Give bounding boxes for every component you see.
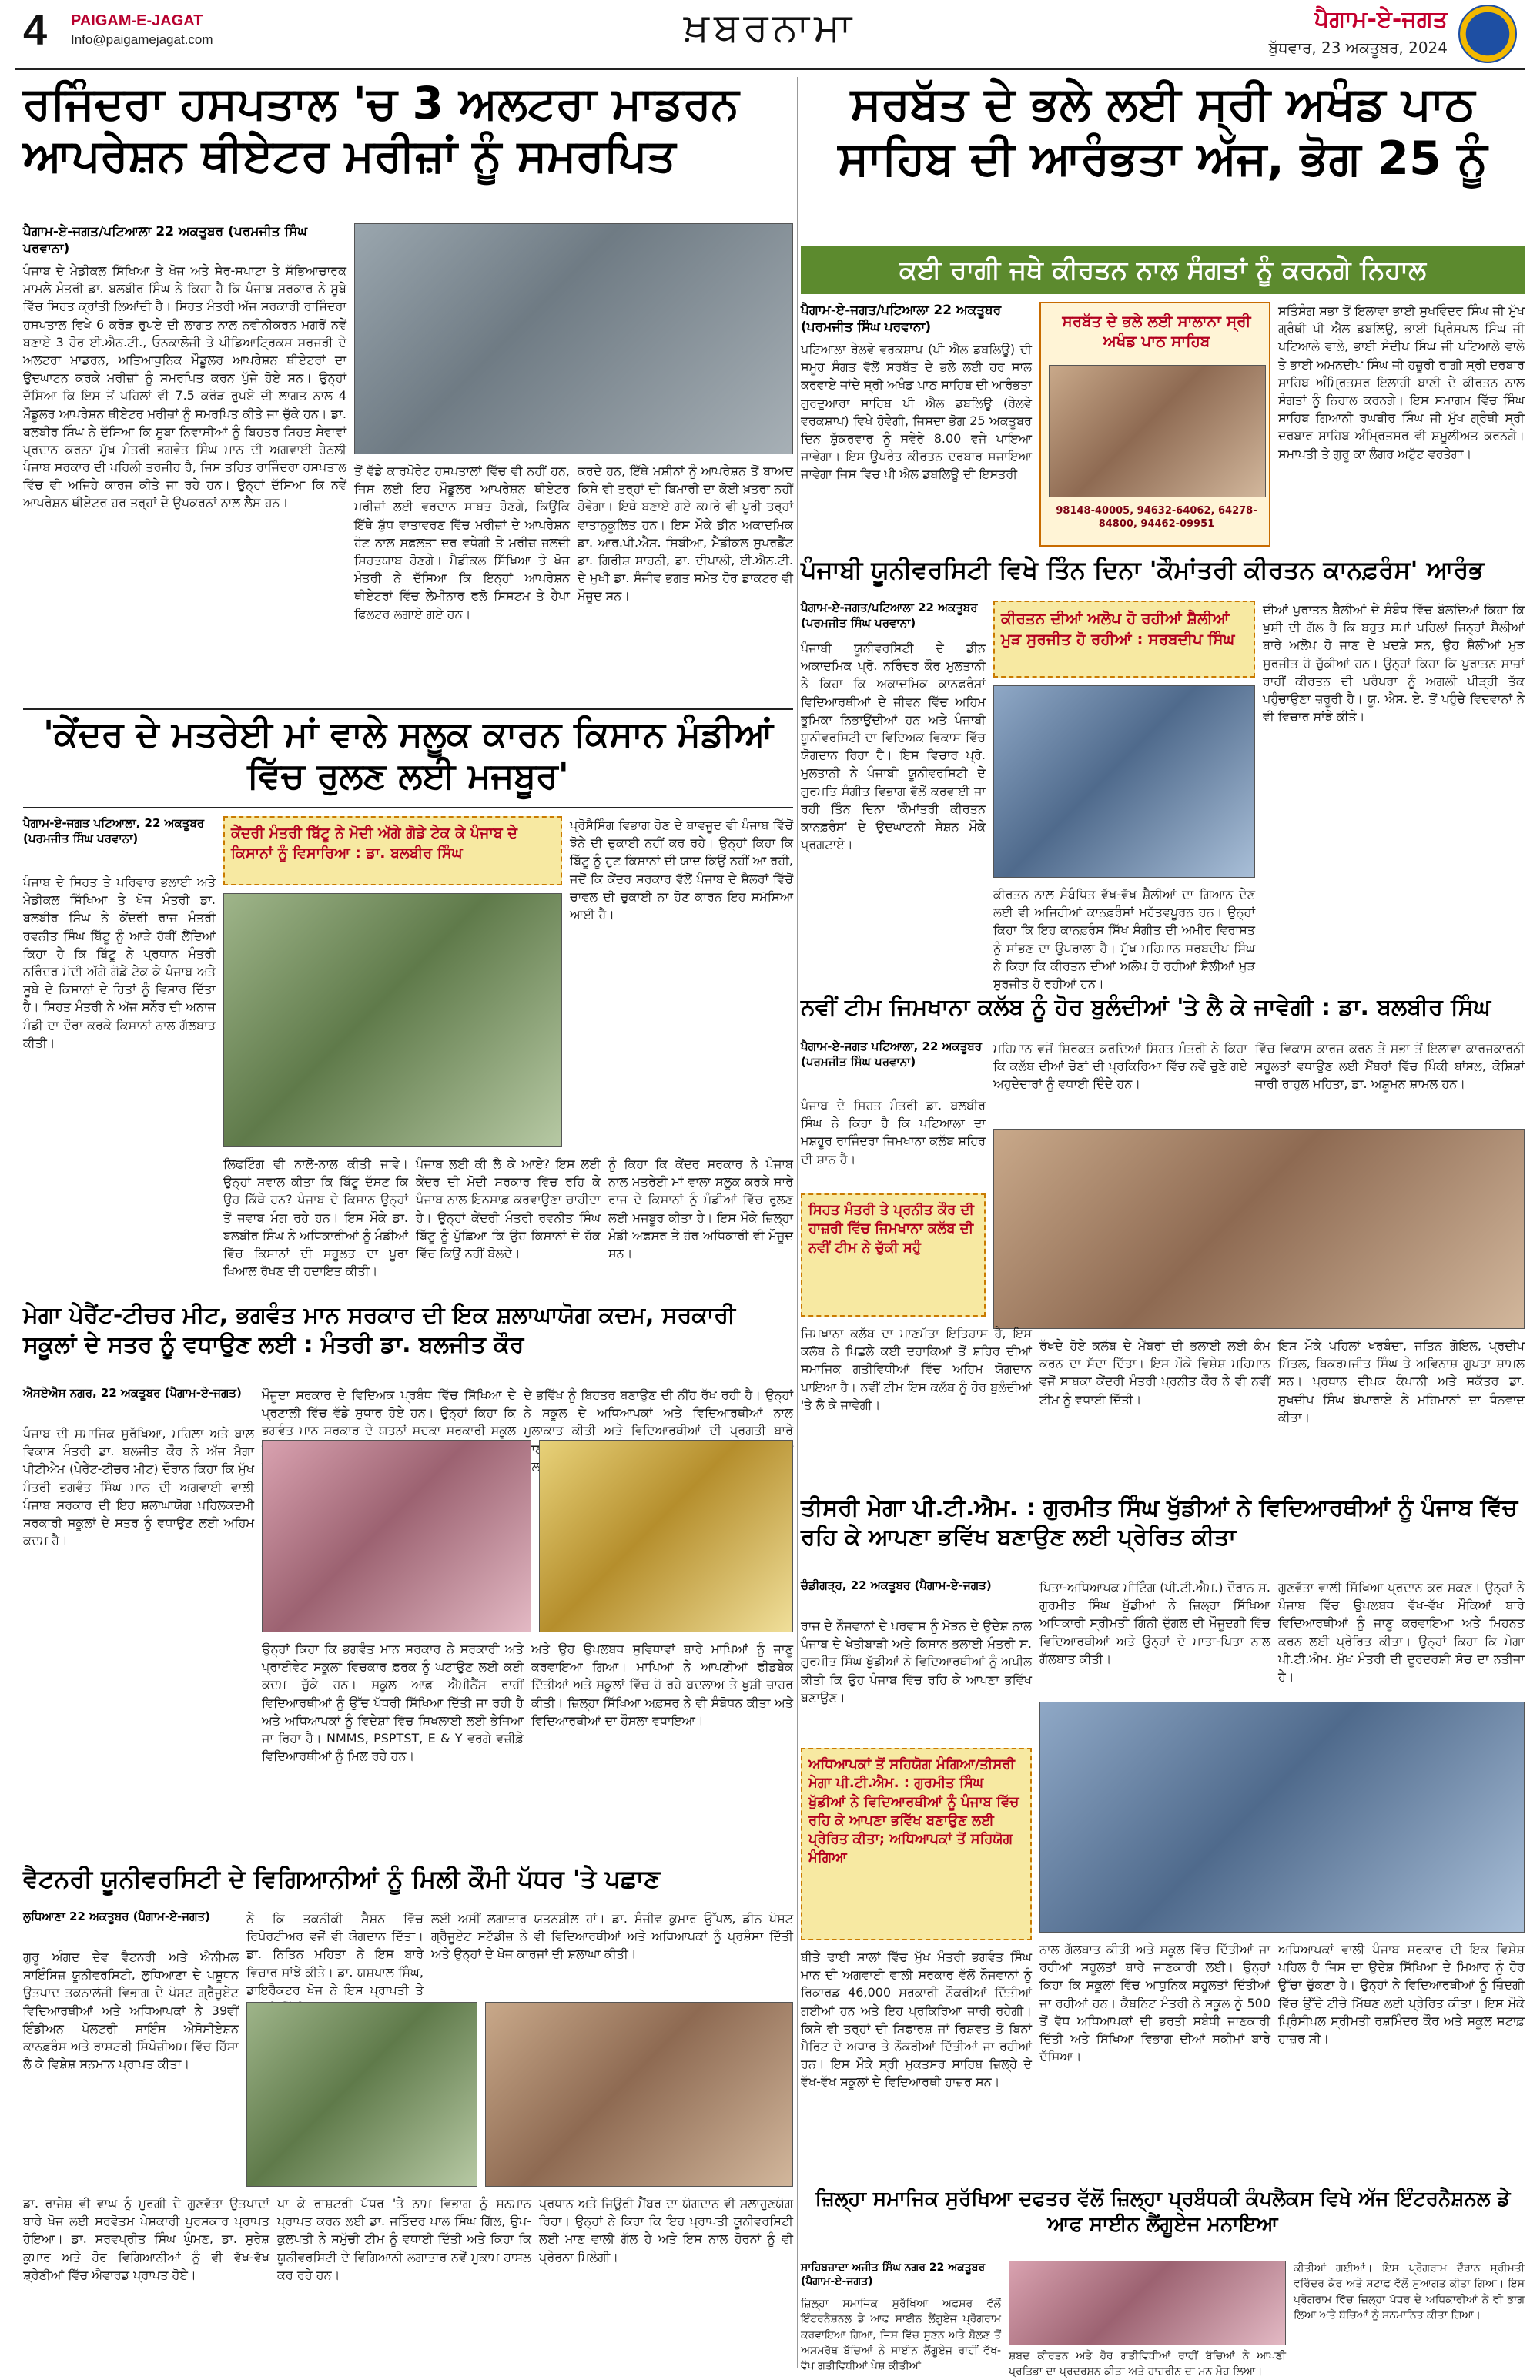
s9-body-col2: ਸ਼ਬਦ ਕੀਰਤਨ ਅਤੇ ਹੋਰ ਗਤੀਵਿਧੀਆਂ ਰਾਹੀਂ ਬੱਚਿਆਂ ਨੇ ਆਪਣੀ ਪ੍ਰਤਿਭਾ ਦਾ ਪ੍ਰਦਰਸ਼ਨ ਕੀਤਾ ਅਤੇ ਹਾਜ਼ਰੀਨ ਦਾ ਮਨ ਮੋਹ ਲਿਆ। xyxy=(1009,2350,1286,2378)
issue-date: ਬੁੱਧਵਾਰ, 23 ਅਕਤੂਬਰ, 2024 xyxy=(1268,38,1448,57)
section-title: ਖ਼ਬਰਨਾਮਾ xyxy=(683,5,857,51)
s7-body-col5: ਨਾਲ ਗੱਲਬਾਤ ਕੀਤੀ ਅਤੇ ਸਕੂਲ ਵਿੱਚ ਦਿੱਤੀਆਂ ਜਾ ਰਹੀਆਂ ਸਹੂਲਤਾਂ ਬਾਰੇ ਜਾਣਕਾਰੀ ਲਈ। ਉਨ੍ਹਾਂ ਕਿਹਾ ਕਿ ਸਕੂਲਾਂ ਵਿੱਚ ਆਧੁਨਿਕ ਸਹੂਲਤਾਂ ਦਿੱਤੀਆਂ ਜਾ ਰਹੀਆਂ ਹਨ। ਕੈਬਨਿਟ ਮੰਤਰੀ ਨੇ ਸਕੂਲ ਨੂੰ 500 ਤੋਂ ਵੱਧ ਅਧਿਆਪਕਾਂ ਦੀ ਭਰਤੀ ਸਬੰਧੀ ਜਾਣਕਾਰੀ ਦਿੱਤੀ ਅਤੇ ਸਿੱਖਿਆ ਵਿਭਾਗ ਦੀਆਂ ਸਕੀਮਾਂ ਬਾਰੇ ਦੱਸਿਆ। xyxy=(1040,1942,1270,2064)
s3-photo-mandi-visit xyxy=(223,893,562,1147)
s8-body-col5: ਪਾ ਕੇ ਰਾਸ਼ਟਰੀ ਪੱਧਰ 'ਤੇ ਨਾਮ ਵਿਭਾਗ ਨੂੰ ਸਨਮਾਨ ਪ੍ਰਾਪਤ ਕਰਨ ਲਈ ਡਾ. ਜਤਿੰਦਰ ਪਾਲ ਸਿੰਘ ਗਿੱਲ, ਉਪ-ਕੁਲਪਤੀ ਨੇ ਸਮੁੱਚੀ ਟੀਮ ਨੂੰ ਵਧਾਈ ਦਿੱਤੀ ਅਤੇ ਕਿਹਾ ਕਿ ਯੂਨੀਵਰਸਿਟੀ ਦੇ ਵਿਗਿਆਨੀ ਲਗਾਤਾਰ ਨਵੇਂ ਮੁਕਾਮ ਹਾਸਲ ਕਰ ਰਹੇ ਹਨ। xyxy=(277,2196,531,2282)
s3-dateline: ਪੈਗਾਮ-ਏ-ਜਗਤ ਪਟਿਆਲਾ, 22 ਅਕਤੂਬਰ (ਪਰਮਜੀਤ ਸਿੰਘ ਪਰਵਾਨਾ) xyxy=(23,816,205,845)
paper-name-punjabi: ਪੈਗਾਮ-ਏ-ਜਗਤ xyxy=(1314,6,1448,33)
s6-photo-gymkhana-oath xyxy=(993,1129,1525,1329)
s5-highlight-box xyxy=(993,601,1255,678)
s2-body-col1: ਪਟਿਆਲਾ ਰੇਲਵੇ ਵਰਕਸ਼ਾਪ (ਪੀ ਐਲ ਡਬਲਿਊ) ਦੀ ਸਮੂਹ ਸੰਗਤ ਵੱਲੋਂ ਸਰਬੱਤ ਦੇ ਭਲੇ ਲਈ ਹਰ ਸਾਲ ਕਰਵਾਏ ਜਾਂਦੇ ਸ੍ਰੀ ਅਖੰਡ ਪਾਠ ਸਾਹਿਬ ਦੀ ਆਰੰਭਤਾ ਗੁਰਦੁਆਰਾ ਸਾਹਿਬ ਪੀ ਐਲ ਡਬਲਿਊ (ਰੇਲਵੇ ਵਰਕਸ਼ਾਪ) ਵਿਖੇ ਹੋਵੇਗੀ, ਜਿਸਦਾ ਭੋਗ 25 ਅਕਤੂਬਰ ਦਿਨ ਸ਼ੁੱਕਰਵਾਰ ਨੂੰ ਸਵੇਰੇ 8.00 ਵਜੇ ਪਾਇਆ ਜਾਵੇਗਾ। ਇਸ ਉਪਰੰਤ ਕੀਰਤਨ ਦਰਬਾਰ ਸਜਾਇਆ ਜਾਵੇਗਾ ਜਿਸ ਵਿਚ ਪੀ ਐਲ ਡਬਲਿਊ ਦੀ ਇਸਤਰੀ xyxy=(801,342,1032,482)
s7-body-col1: ਰਾਜ ਦੇ ਨੌਜਵਾਨਾਂ ਦੇ ਪਰਵਾਸ ਨੂੰ ਮੋੜਨ ਦੇ ਉਦੇਸ਼ ਨਾਲ ਪੰਜਾਬ ਦੇ ਖੇਤੀਬਾੜੀ ਅਤੇ ਕਿਸਾਨ ਭਲਾਈ ਮੰਤਰੀ ਸ. ਗੁਰਮੀਤ ਸਿੰਘ ਖੁੱਡੀਆਂ ਨੇ ਵਿਦਿਆਰਥੀਆਂ ਨੂੰ ਅਪੀਲ ਕੀਤੀ ਕਿ ਉਹ ਪੰਜਾਬ ਵਿੱਚ ਰਹਿ ਕੇ ਆਪਣਾ ਭਵਿੱਖ ਬਣਾਉਣ। xyxy=(801,1618,1032,1705)
s8-body-col2: ਨੇ ਕਿ ਤਕਨੀਕੀ ਸੈਸ਼ਨ ਵਿੱਚ ਰਿਪੋਰਟੀਅਰ ਵਜੋਂ ਵੀ ਯੋਗਦਾਨ ਦਿੱਤਾ। ਡਾ. ਨਿਤਿਨ ਮਹਿਤਾ ਨੇ ਇਸ ਬਾਰੇ ਵਿਚਾਰ ਸਾਂਝੇ ਕੀਤੇ। ਡਾ. ਯਸ਼ਪਾਲ ਸਿੰਘ, ਡਾਇਰੈਕਟਰ ਖੋਜ ਨੇ ਇਸ ਪ੍ਰਾਪਤੀ ਤੇ xyxy=(246,1911,424,1997)
paper-logo xyxy=(1458,5,1517,63)
s4-dateline: ਐਸਏਐਸ ਨਗਰ, 22 ਅਕਤੂਬਰ (ਪੈਗਾਮ-ਏ-ਜਗਤ) xyxy=(23,1386,242,1400)
s3-headline: 'ਕੇਂਦਰ ਦੇ ਮਤਰੇਈ ਮਾਂ ਵਾਲੇ ਸਲੂਕ ਕਾਰਨ ਕਿਸਾਨ ਮੰਡੀਆਂ ਵਿੱਚ ਰੁਲਣ ਲਈ ਮਜਬੂਰ' xyxy=(42,713,774,797)
s7-photo-khuddian-ptm xyxy=(1040,1702,1525,1933)
s3-body-col5: ਨੂੰ ਕਿਹਾ ਕਿ ਕੇਂਦਰ ਸਰਕਾਰ ਨੇ ਪੰਜਾਬ ਨਾਲ ਮਤਰੇਈ ਮਾਂ ਵਾਲਾ ਸਲੂਕ ਕਰਕੇ ਸਾਰੇ ਰਾਜ ਦੇ ਕਿਸਾਨਾਂ ਨੂੰ ਮੰਡੀਆਂ ਵਿੱਚ ਰੁਲਣ ਲਈ ਮਜਬੂਰ ਕੀਤਾ ਹੈ। ਇਸ ਮੌਕੇ ਜ਼ਿਲ੍ਹਾ ਮੰਡੀ ਅਫ਼ਸਰ ਤੇ ਹੋਰ ਅਧਿਕਾਰੀ ਵੀ ਮੌਜੂਦ ਸਨ। xyxy=(608,1157,793,1260)
s6-headline: ਨਵੀਂ ਟੀਮ ਜਿਮਖਾਨਾ ਕਲੱਬ ਨੂੰ ਹੋਰ ਬੁਲੰਦੀਆਂ 'ਤੇ ਲੈ ਕੇ ਜਾਵੇਗੀ : ਡਾ. ਬਲਬੀਰ ਸਿੰਘ xyxy=(801,994,1491,1021)
s6-body-col6: ਇਸ ਮੌਕੇ ਪਹਿਲਾਂ ਖਰਬੰਦਾ, ਜਤਿਨ ਗੋਇਲ, ਪ੍ਰਦੀਪ ਮਿੱਤਲ, ਬਿਕਰਮਜੀਤ ਸਿੰਘ ਤੇ ਅਵਿਨਾਸ਼ ਗੁਪਤਾ ਸ਼ਾਮਲ ਸਨ। ਪ੍ਰਧਾਨ ਦੀਪਕ ਕੰਪਾਨੀ ਅਤੇ ਸਕੱਤਰ ਡਾ. ਸੁਖਦੀਪ ਸਿੰਘ ਬੋਪਾਰਾਏ ਨੇ ਮਹਿਮਾਨਾਂ ਦਾ ਧੰਨਵਾਦ ਕੀਤਾ। xyxy=(1278,1338,1525,1424)
s4-body-col3: ਦੇ ਭਵਿੱਖ ਨੂੰ ਬਿਹਤਰ ਬਣਾਉਣ ਦੀ ਨੀਂਹ ਰੱਖ ਰਹੀ ਹੈ। ਉਨ੍ਹਾਂ ਨੇ ਸਕੂਲ ਦੇ ਅਧਿਆਪਕਾਂ ਅਤੇ ਵਿਦਿਆਰਥੀਆਂ ਨਾਲ ਮੁਲਾਕਾਤ ਕੀਤੀ ਅਤੇ ਵਿਦਿਆਰਥੀਆਂ ਦੀ ਪ੍ਰਗਤੀ ਬਾਰੇ xyxy=(524,1387,793,1438)
s2-body-col2: ਸਤਿੰਸੰਗ ਸਭਾ ਤੋਂ ਇਲਾਵਾ ਭਾਈ ਸੁਖਵਿੰਦਰ ਸਿੰਘ ਜੀ ਮੁੱਖ ਗ੍ਰੰਥੀ ਪੀ ਐਲ ਡਬਲਿਊ, ਭਾਈ ਪ੍ਰਿੰਸਪਲ ਸਿੰਘ ਜੀ ਪਟਿਆਲੇ ਵਾਲੇ, ਭਾਈ ਸੰਦੀਪ ਸਿੰਘ ਜੀ ਪਟਿਆਲੇ ਵਾਲੇ ਤੇ ਭਾਈ ਅਮਨਦੀਪ ਸਿੰਘ ਜੀ ਹਜ਼ੂਰੀ ਰਾਗੀ ਸ੍ਰੀ ਦਰਬਾਰ ਸਾਹਿਬ ਅੰਮ੍ਰਿਤਸਰ ਇਲਾਹੀ ਬਾਣੀ ਦੇ ਕੀਰਤਨ ਨਾਲ ਸੰਗਤਾਂ ਨੂੰ ਨਿਹਾਲ ਕਰਨਗੇ। ਇਸ ਸਮਾਗਮ ਵਿੱਚ ਸਿੰਘ ਸਾਹਿਬ ਗਿਆਨੀ ਰਘਬੀਰ ਸਿੰਘ ਜੀ ਮੁੱਖ ਗ੍ਰੰਥੀ ਸ੍ਰੀ ਦਰਬਾਰ ਸਾਹਿਬ ਅੰਮ੍ਰਿਤਸਰ ਵੀ ਸ਼ਮੂਲੀਅਤ ਕਰਨਗੇ। ਸਮਾਪਤੀ ਤੇ ਗੁਰੂ ਕਾ ਲੰਗਰ ਅਟੁੱਟ ਵਰਤੇਗਾ। xyxy=(1278,303,1525,461)
s1-dateline: ਪੈਗਾਮ-ਏ-ਜਗਤ/ਪਟਿਆਲਾ 22 ਅਕਤੂਬਰ (ਪਰਮਜੀਤ ਸਿੰਘ ਪਰਵਾਨਾ) xyxy=(23,224,308,257)
s6-body-col3: ਵਿੱਚ ਵਿਕਾਸ ਕਾਰਜ ਕਰਨ ਤੇ ਸਭਾ ਤੋਂ ਇਲਾਵਾ ਕਾਰਜਕਾਰਨੀ ਸਹੂਲਤਾਂ ਵਧਾਉਣ ਲਈ ਮੈਂਬਰਾਂ ਵਿੱਚ ਪਿੰਕੀ ਬਾਂਸਲ, ਕੋਸ਼ਿਸ਼ਾਂ ਜਾਰੀ ਰਾਹੁਲ ਮਹਿਤਾ, ਡਾ. ਅਸ਼ੂਮਨ ਸ਼ਾਮਲ ਹਨ। xyxy=(1255,1041,1525,1092)
s4-photo-ptm-group xyxy=(262,1440,531,1632)
s7-dateline: ਚੰਡੀਗੜ੍ਹ, 22 ਅਕਤੂਬਰ (ਪੈਗਾਮ-ਏ-ਜਗਤ) xyxy=(801,1578,992,1592)
s4-headline: ਮੇਗਾ ਪੇਰੈਂਟ-ਟੀਚਰ ਮੀਟ, ਭਗਵੰਤ ਮਾਨ ਸਰਕਾਰ ਦੀ ਇਕ ਸ਼ਲਾਘਾਯੋਗ ਕਦਮ, ਸਰਕਾਰੀ ਸਕੂਲਾਂ ਦੇ ਸਤਰ ਨੂੰ ਵਧਾਉਣ ਲਈ : ਮੰਤਰੀ ਡਾ. ਬਲਜੀਤ ਕੌਰ xyxy=(23,1302,736,1358)
s8-body-col1: ਗੁਰੂ ਅੰਗਦ ਦੇਵ ਵੈਟਨਰੀ ਅਤੇ ਐਨੀਮਲ ਸਾਇੰਸਿਜ਼ ਯੂਨੀਵਰਸਿਟੀ, ਲੁਧਿਆਣਾ ਦੇ ਪਸ਼ੂਧਨ ਉਤਪਾਦ ਤਕਨਾਲੋਜੀ ਵਿਭਾਗ ਦੇ ਪੋਸਟ ਗ੍ਰੈਜੂਏਟ ਵਿਦਿਆਰਥੀਆਂ ਅਤੇ ਅਧਿਆਪਕਾਂ ਨੇ 39ਵੀਂ ਇੰਡੀਅਨ ਪੋਲਟਰੀ ਸਾਇੰਸ ਐਸੋਸੀਏਸ਼ਨ ਕਾਨਫ਼ਰੰਸ ਅਤੇ ਰਾਸ਼ਟਰੀ ਸਿੰਪੋਜ਼ੀਅਮ ਵਿੱਚ ਹਿੱਸਾ ਲੈ ਕੇ ਵਿਸ਼ੇਸ਼ ਸਨਮਾਨ ਪ੍ਰਾਪਤ ਕੀਤਾ। xyxy=(23,1950,239,2072)
s5-highlight: ਕੀਰਤਨ ਦੀਆਂ ਅਲੋਪ ਹੋ ਰਹੀਆਂ ਸ਼ੈਲੀਆਂ ਮੁੜ ਸੁਰਜੀਤ ਹੋ ਰਹੀਆਂ : ਸਰਬਦੀਪ ਸਿੰਘ xyxy=(1001,609,1235,648)
s6-dateline: ਪੈਗਾਮ-ਏ-ਜਗਤ ਪਟਿਆਲਾ, 22 ਅਕਤੂਬਰ (ਪਰਮਜੀਤ ਸਿੰਘ ਪਰਵਾਨਾ) xyxy=(801,1039,983,1069)
email-link[interactable]: Info@paigamejagat.com xyxy=(71,32,213,47)
s3-highlight-box xyxy=(223,816,562,885)
s8-body-col6: ਪ੍ਰਧਾਨ ਅਤੇ ਜਿਊਰੀ ਮੈਂਬਰ ਦਾ ਯੋਗਦਾਨ ਵੀ ਸਲਾਹੁਣਯੋਗ ਰਿਹਾ। ਉਨ੍ਹਾਂ ਨੇ ਕਿਹਾ ਕਿ ਇਹ ਪ੍ਰਾਪਤੀ ਯੂਨੀਵਰਸਿਟੀ ਲਈ ਮਾਣ ਵਾਲੀ ਗੱਲ ਹੈ ਅਤੇ ਇਸ ਨਾਲ ਹੋਰਨਾਂ ਨੂੰ ਵੀ ਪ੍ਰੇਰਨਾ ਮਿਲੇਗੀ। xyxy=(539,2196,793,2265)
s2-poster-title: ਸਰਬੱਤ ਦੇ ਭਲੇ ਲਈ ਸਾਲਾਨਾ ਸ੍ਰੀ ਅਖੰਡ ਪਾਠ ਸਾਹਿਬ xyxy=(1062,312,1251,350)
s3-body-col2: ਪ੍ਰੋਸੈਸਿੰਗ ਵਿਭਾਗ ਹੋਣ ਦੇ ਬਾਵਜੂਦ ਵੀ ਪੰਜਾਬ ਵਿੱਚੋਂ ਝੋਨੇ ਦੀ ਚੁਕਾਈ ਨਹੀਂ ਕਰ ਰਹੇ। ਉਨ੍ਹਾਂ ਕਿਹਾ ਕਿ ਬਿੱਟੂ ਨੂੰ ਹੁਣ ਕਿਸਾਨਾਂ ਦੀ ਯਾਦ ਕਿਉਂ ਨਹੀਂ ਆ ਰਹੀ, ਜਦੋਂ ਕਿ ਕੇਂਦਰ ਸਰਕਾਰ ਵੱਲੋਂ ਪੰਜਾਬ ਦੇ ਸ਼ੈਲਰਾਂ ਵਿੱਚੋਂ ਚਾਵਲ ਦੀ ਚੁਕਾਈ ਨਾ ਹੋਣ ਕਾਰਨ ਇਹ ਸਮੱਸਿਆ ਆਈ ਹੈ। xyxy=(570,818,793,922)
s1-headline: ਰਜਿੰਦਰਾ ਹਸਪਤਾਲ 'ਚ 3 ਅਲਟਰਾ ਮਾਡਰਨ ਆਪਰੇਸ਼ਨ ਥੀਏਟਰ ਮਰੀਜ਼ਾਂ ਨੂੰ ਸਮਰਪਿਤ xyxy=(23,77,739,182)
column-divider xyxy=(797,77,798,2368)
s2-poster-image xyxy=(1049,365,1266,497)
s2-strap: ਕਈ ਰਾਗੀ ਜਥੇ ਕੀਰਤਨ ਨਾਲ ਸੰਗਤਾਂ ਨੂੰ ਕਰਨਗੇ ਨਿਹਾਲ xyxy=(801,246,1525,294)
s8-dateline: ਲੁਧਿਆਣਾ 22 ਅਕਤੂਬਰ (ਪੈਗਾਮ-ਏ-ਜਗਤ) xyxy=(23,1910,210,1923)
s6-highlight-box xyxy=(801,1193,986,1317)
page-number: 4 xyxy=(23,5,48,54)
s4-body-col2: ਮੌਜੂਦਾ ਸਰਕਾਰ ਦੇ ਵਿਦਿਅਕ ਪ੍ਰਬੰਧ ਵਿੱਚ ਸਿੱਖਿਆ ਦੇ ਪ੍ਰਣਾਲੀ ਵਿੱਚ ਵੱਡੇ ਸੁਧਾਰ ਹੋਏ ਹਨ। ਉਨ੍ਹਾਂ ਕਿਹਾ ਕਿ ਭਗਵੰਤ ਮਾਨ ਸਰਕਾਰ ਦੇ ਯਤਨਾਂ ਸਦਕਾ ਸਰਕਾਰੀ ਸਕੂਲ xyxy=(262,1387,516,1438)
s9-headline: ਜ਼ਿਲ੍ਹਾ ਸਮਾਜਿਕ ਸੁਰੱਖਿਆ ਦਫਤਰ ਵੱਲੋਂ ਜ਼ਿਲ੍ਹਾ ਪ੍ਰਬੰਧਕੀ ਕੰਪਲੈਕਸ ਵਿਖੇ ਅੱਜ ਇੰਟਰਨੈਸ਼ਨਲ ਡੇ ਆਫ ਸਾਈਨ ਲੈਂਗੂਏਜ ਮਨਾਇਆ xyxy=(815,2188,1511,2236)
s2-headline: ਸਰਬੱਤ ਦੇ ਭਲੇ ਲਈ ਸ੍ਰੀ ਅਖੰਡ ਪਾਠ ਸਾਹਿਬ ਦੀ ਆਰੰਭਤਾ ਅੱਜ, ਭੋਗ 25 ਨੂੰ xyxy=(838,77,1488,186)
s4-body-col1: ਪੰਜਾਬ ਦੀ ਸਮਾਜਿਕ ਸੁਰੱਖਿਆ, ਮਹਿਲਾ ਅਤੇ ਬਾਲ ਵਿਕਾਸ ਮੰਤਰੀ ਡਾ. ਬਲਜੀਤ ਕੌਰ ਨੇ ਅੱਜ ਮੈਗਾ ਪੀਟੀਐਮ (ਪੇਰੈਂਟ-ਟੀਚਰ ਮੀਟ) ਦੌਰਾਨ ਕਿਹਾ ਕਿ ਮੁੱਖ ਮੰਤਰੀ ਭਗਵੰਤ ਸਿੰਘ ਮਾਨ ਦੀ ਅਗਵਾਈ ਵਾਲੀ ਪੰਜਾਬ ਸਰਕਾਰ ਦੀ ਇਹ ਸ਼ਲਾਘਾਯੋਗ ਪਹਿਲਕਦਮੀ ਸਰਕਾਰੀ ਸਕੂਲਾਂ ਦੇ ਸਤਰ ਨੂੰ ਵਧਾਉਣ ਲਈ ਅਹਿਮ ਕਦਮ ਹੈ। xyxy=(23,1426,254,1548)
s5-photo-kirtan-conference xyxy=(993,685,1255,878)
s5-dateline: ਪੈਗਾਮ-ਏ-ਜਗਤ/ਪਟਿਆਲਾ 22 ਅਕਤੂਬਰ (ਪਰਮਜੀਤ ਸਿੰਘ ਪਰਵਾਨਾ) xyxy=(801,601,978,630)
s3-body-col4: ਪੰਜਾਬ ਲਈ ਕੀ ਲੈ ਕੇ ਆਏ? ਇਸ ਲਈ ਕੇਂਦਰ ਦੀ ਮੋਦੀ ਸਰਕਾਰ ਵਿੱਚ ਰਹਿ ਕੇ ਪੰਜਾਬ ਨਾਲ ਇਨਸਾਫ਼ ਕਰਵਾਉਣਾ ਚਾਹੀਦਾ ਹੈ। ਉਨ੍ਹਾਂ ਕੇਂਦਰੀ ਮੰਤਰੀ ਰਵਨੀਤ ਸਿੰਘ ਬਿੱਟੂ ਨੂੰ ਪੁੱਛਿਆ ਕਿ ਉਹ ਕਿਸਾਨਾਂ ਦੇ ਹੱਕ ਵਿੱਚ ਕਿਉਂ ਨਹੀਂ ਬੋਲਦੇ। xyxy=(416,1157,601,1260)
s7-body-col4: ਬੀਤੇ ਢਾਈ ਸਾਲਾਂ ਵਿੱਚ ਮੁੱਖ ਮੰਤਰੀ ਭਗਵੰਤ ਸਿੰਘ ਮਾਨ ਦੀ ਅਗਵਾਈ ਵਾਲੀ ਸਰਕਾਰ ਵੱਲੋਂ ਨੌਜਵਾਨਾਂ ਨੂੰ ਰਿਕਾਰਡ 46,000 ਸਰਕਾਰੀ ਨੌਕਰੀਆਂ ਦਿੱਤੀਆਂ ਗਈਆਂ ਹਨ ਅਤੇ ਇਹ ਪ੍ਰਕਿਰਿਆ ਜਾਰੀ ਰਹੇਗੀ। ਕਿਸੇ ਵੀ ਤਰ੍ਹਾਂ ਦੀ ਸਿਫਾਰਸ਼ ਜਾਂ ਰਿਸ਼ਵਤ ਤੋਂ ਬਿਨਾਂ ਮੈਰਿਟ ਦੇ ਅਧਾਰ ਤੇ ਨੌਕਰੀਆਂ ਦਿੱਤੀਆਂ ਜਾ ਰਹੀਆਂ ਹਨ। ਇਸ ਮੌਕੇ ਸ੍ਰੀ ਮੁਕਤਸਰ ਸਾਹਿਬ ਜ਼ਿਲ੍ਹੇ ਦੇ ਵੱਖ-ਵੱਖ ਸਕੂਲਾਂ ਦੇ ਵਿਦਿਆਰਥੀ ਹਾਜ਼ਰ ਸਨ। xyxy=(801,1950,1032,2090)
s5-body-col1: ਪੰਜਾਬੀ ਯੂਨੀਵਰਸਿਟੀ ਦੇ ਡੀਨ ਅਕਾਦਮਿਕ ਪ੍ਰੋ. ਨਰਿੰਦਰ ਕੌਰ ਮੁਲਤਾਨੀ ਨੇ ਕਿਹਾ ਕਿ ਅਕਾਦਮਿਕ ਕਾਨਫ਼ਰੰਸਾਂ ਵਿਦਿਆਰਥੀਆਂ ਦੇ ਜੀਵਨ ਵਿੱਚ ਅਹਿਮ ਭੂਮਿਕਾ ਨਿਭਾਉਂਦੀਆਂ ਹਨ ਅਤੇ ਪੰਜਾਬੀ ਯੂਨੀਵਰਸਿਟੀ ਦਾ ਵਿਦਿਅਕ ਵਿਕਾਸ ਵਿੱਚ ਯੋਗਦਾਨ ਰਿਹਾ ਹੈ। ਇਸ ਵਿਚਾਰ ਪ੍ਰੋ. ਮੁਲਤਾਨੀ ਨੇ ਪੰਜਾਬੀ ਯੂਨੀਵਰਸਿਟੀ ਦੇ ਗੁਰਮਤਿ ਸੰਗੀਤ ਵਿਭਾਗ ਵੱਲੋਂ ਕਰਵਾਈ ਜਾ ਰਹੀ ਤਿੰਨ ਦਿਨਾ 'ਕੌਮਾਂਤਰੀ ਕੀਰਤਨ ਕਾਨਫ਼ਰੰਸ' ਦੇ ਉਦਘਾਟਨੀ ਸੈਸ਼ਨ ਮੌਕੇ ਪ੍ਰਗਟਾਏ। xyxy=(801,641,986,852)
s6-body-col2: ਮਹਿਮਾਨ ਵਜੋਂ ਸ਼ਿਰਕਤ ਕਰਦਿਆਂ ਸਿਹਤ ਮੰਤਰੀ ਨੇ ਕਿਹਾ ਕਿ ਕਲੱਬ ਦੀਆਂ ਚੋਣਾਂ ਦੀ ਪ੍ਰਕਿਰਿਆ ਵਿੱਚ ਨਵੇਂ ਚੁਣੇ ਗਏ ਅਹੁਦੇਦਾਰਾਂ ਨੂੰ ਵਧਾਈ ਦਿੰਦੇ ਹਨ। xyxy=(993,1041,1247,1092)
s1-body-col1: ਪੰਜਾਬ ਦੇ ਮੈਡੀਕਲ ਸਿੱਖਿਆ ਤੇ ਖੋਜ ਅਤੇ ਸੈਰ-ਸਪਾਟਾ ਤੇ ਸੱਭਿਆਚਾਰਕ ਮਾਮਲੇ ਮੰਤਰੀ ਡਾ. ਬਲਬੀਰ ਸਿੰਘ ਨੇ ਕਿਹਾ ਹੈ ਕਿ ਪੰਜਾਬ ਸਰਕਾਰ ਨੇ ਸੂਬੇ ਵਿੱਚ ਸਿਹਤ ਕ੍ਰਾਂਤੀ ਲਿਆਂਦੀ ਹੈ। ਸਿਹਤ ਮੰਤਰੀ ਅੱਜ ਸਰਕਾਰੀ ਰਾਜਿੰਦਰਾ ਹਸਪਤਾਲ ਵਿਖੇ 6 ਕਰੋੜ ਰੁਪਏ ਦੀ ਲਾਗਤ ਨਾਲ ਨਵੀਨੀਕਰਨ ਮਗਰੋਂ ਨਵੇਂ ਬਣਾਏ 3 ਹੋਰ ਈ.ਐਨ.ਟੀ., ਓਨਕਾਲੋਜੀ ਤੇ ਪੀਡਿਆਟ੍ਰਿਕਸ ਸਰਜਰੀ ਦੇ ਅਲਟਰਾ ਮਾਡਰਨ, ਅਤਿਆਧੁਨਿਕ ਮੌਡੂਲਰ ਆਪਰੇਸ਼ਨ ਥੀਏਟਰਾਂ ਦਾ ਉਦਘਾਟਨ ਕਰਕੇ ਮਰੀਜ਼ਾਂ ਨੂੰ ਸਮਰਪਿਤ ਕਰਨ ਪੁੱਜੇ ਹੋਏ ਸਨ। ਉਨ੍ਹਾਂ ਦੱਸਿਆ ਕਿ ਇਸ ਤੋਂ ਪਹਿਲਾਂ ਵੀ 7.5 ਕਰੋੜ ਰੁਪਏ ਦੀ ਲਾਗਤ ਨਾਲ 4 ਮੌਡੂਲਰ ਆਪਰੇਸ਼ਨ ਥੀਏਟਰ ਮਰੀਜ਼ਾਂ ਨੂੰ ਸਮਰਪਿਤ ਕੀਤੇ ਜਾ ਚੁੱਕੇ ਹਨ। ਡਾ. ਬਲਬੀਰ ਸਿੰਘ ਨੇ ਦੱਸਿਆ ਕਿ ਸੂਬਾ ਨਿਵਾਸੀਆਂ ਨੂੰ ਬਿਹਤਰ ਸਿਹਤ ਸੇਵਾਵਾਂ ਪ੍ਰਦਾਨ ਕਰਨਾ ਮੁੱਖ ਮੰਤਰੀ ਭਗਵੰਤ ਸਿੰਘ ਮਾਨ ਦੀ ਅਗਵਾਈ ਹੇਠਲੀ ਪੰਜਾਬ ਸਰਕਾਰ ਦੀ ਪਹਿਲੀ ਤਰਜੀਹ ਹੈ, ਜਿਸ ਤਹਿਤ ਰਾਜਿੰਦਰਾ ਹਸਪਤਾਲ ਵਿੱਚ ਵੀ ਅਜਿਹੇ ਕਾਰਜ ਕੀਤੇ ਜਾ ਰਹੇ ਹਨ। ਉਨ੍ਹਾਂ ਦੱਸਿਆ ਕਿ ਨਵੇਂ ਆਪਰੇਸ਼ਨ ਥੀਏਟਰ ਹਰ ਤਰ੍ਹਾਂ ਦੇ ਉਪਕਰਨਾਂ ਨਾਲ ਲੈਸ ਹਨ। xyxy=(23,263,346,510)
s3-highlight: ਕੇਂਦਰੀ ਮੰਤਰੀ ਬਿੱਟੂ ਨੇ ਮੋਦੀ ਅੱਗੇ ਗੋਡੇ ਟੇਕ ਕੇ ਪੰਜਾਬ ਦੇ ਕਿਸਾਨਾਂ ਨੂੰ ਵਿਸਾਰਿਆ : ਡਾ. ਬਲਬੀਰ ਸਿੰਘ xyxy=(231,825,517,862)
s2-dateline: ਪੈਗਾਮ-ਏ-ਜਗਤ/ਪਟਿਆਲਾ 22 ਅਕਤੂਬਰ (ਪਰਮਜੀਤ ਸਿੰਘ ਪਰਵਾਨਾ) xyxy=(801,303,1002,336)
s1-body-col3: ਕਰਦੇ ਹਨ, ਇੱਥੇ ਮਸ਼ੀਨਾਂ ਨੂੰ ਆਪਰੇਸ਼ਨ ਤੋਂ ਬਾਅਦ ਕਿਸੇ ਵੀ ਤਰ੍ਹਾਂ ਦੀ ਬਿਮਾਰੀ ਦਾ ਕੋਈ ਖ਼ਤਰਾ ਨਹੀਂ ਹੋਵੇਗਾ। ਇਥੇ ਬਣਾਏ ਗਏ ਕਮਰੇ ਵੀ ਪੂਰੀ ਤਰ੍ਹਾਂ ਵਾਤਾਨੁਕੂਲਿਤ ਹਨ। ਇਸ ਮੌਕੇ ਡੀਨ ਅਕਾਦਮਿਕ ਡਾ. ਆਰ.ਪੀ.ਐਸ. ਸਿਬੀਆ, ਮੈਡੀਕਲ ਸੁਪਰਡੈਂਟ ਡਾ. ਗਿਰੀਸ਼ ਸਾਹਨੀ, ਡਾ. ਦੀਪਾਲੀ, ਈ.ਐਨ.ਟੀ. ਦੇ ਮੁਖੀ ਡਾ. ਸੰਜੀਵ ਭਗਤ ਸਮੇਤ ਹੋਰ ਡਾਕਟਰ ਵੀ ਮੌਜੂਦ ਸਨ। xyxy=(578,464,793,604)
s4-body-col4: ਉਨ੍ਹਾਂ ਕਿਹਾ ਕਿ ਭਗਵੰਤ ਮਾਨ ਸਰਕਾਰ ਨੇ ਸਰਕਾਰੀ ਅਤੇ ਪ੍ਰਾਈਵੇਟ ਸਕੂਲਾਂ ਵਿਚਕਾਰ ਫ਼ਰਕ ਨੂੰ ਘਟਾਉਣ ਲਈ ਕਈ ਕਦਮ ਚੁੱਕੇ ਹਨ। ਸਕੂਲ ਆਫ਼ ਐਮੀਨੈਂਸ ਰਾਹੀਂ ਵਿਦਿਆਰਥੀਆਂ ਨੂੰ ਉੱਚ ਪੱਧਰੀ ਸਿੱਖਿਆ ਦਿੱਤੀ ਜਾ ਰਹੀ ਹੈ ਅਤੇ ਅਧਿਆਪਕਾਂ ਨੂੰ ਵਿਦੇਸ਼ਾਂ ਵਿੱਚ ਸਿਖਲਾਈ ਲਈ ਭੇਜਿਆ ਜਾ ਰਿਹਾ ਹੈ। NMMS, PSPTST, E & Y ਵਰਗੇ ਵਜ਼ੀਫ਼ੇ ਵਿਦਿਆਰਥੀਆਂ ਨੂੰ ਮਿਲ ਰਹੇ ਹਨ। xyxy=(262,1642,524,1764)
s5-headline: ਪੰਜਾਬੀ ਯੂਨੀਵਰਸਿਟੀ ਵਿਖੇ ਤਿੰਨ ਦਿਨਾ 'ਕੌਮਾਂਤਰੀ ਕੀਰਤਨ ਕਾਨਫ਼ਰੰਸ' ਆਰੰਭ xyxy=(801,555,1484,584)
s2-poster-phone: 98148-40005, 94632-64062, 64278-84800, 94462-09951 xyxy=(1056,505,1257,530)
s5-body-col2: ਕੀਰਤਨ ਨਾਲ ਸੰਬੰਧਿਤ ਵੱਖ-ਵੱਖ ਸ਼ੈਲੀਆਂ ਦਾ ਗਿਆਨ ਦੇਣ ਲਈ ਵੀ ਅਜਿਹੀਆਂ ਕਾਨਫ਼ਰੰਸਾਂ ਮਹੱਤਵਪੂਰਨ ਹਨ। ਉਨ੍ਹਾਂ ਕਿਹਾ ਕਿ ਇਹ ਕਾਨਫ਼ਰੰਸ ਸਿੱਖ ਸੰਗੀਤ ਦੀ ਅਮੀਰ ਵਿਰਾਸਤ ਨੂੰ ਸਾਂਭਣ ਦਾ ਉਪਰਾਲਾ ਹੈ। ਮੁੱਖ ਮਹਿਮਾਨ ਸਰਬਦੀਪ ਸਿੰਘ ਨੇ ਕਿਹਾ ਕਿ ਕੀਰਤਨ ਦੀਆਂ ਅਲੋਪ ਹੋ ਰਹੀਆਂ ਸ਼ੈਲੀਆਂ ਮੁੜ ਸੁਰਜੀਤ ਹੋ ਰਹੀਆਂ ਹਨ। xyxy=(993,887,1255,991)
s3-body-col3: ਲਿਫਟਿੰਗ ਵੀ ਨਾਲੋ-ਨਾਲ ਕੀਤੀ ਜਾਵੇ। ਉਨ੍ਹਾਂ ਸਵਾਲ ਕੀਤਾ ਕਿ ਬਿੱਟੂ ਦੱਸਣ ਕਿ ਉਹ ਕਿੱਥੇ ਹਨ? ਪੰਜਾਬ ਦੇ ਕਿਸਾਨ ਉਨ੍ਹਾਂ ਤੋਂ ਜਵਾਬ ਮੰਗ ਰਹੇ ਹਨ। ਇਸ ਮੌਕੇ ਡਾ. ਬਲਬੀਰ ਸਿੰਘ ਨੇ ਅਧਿਕਾਰੀਆਂ ਨੂੰ ਮੰਡੀਆਂ ਵਿੱਚ ਕਿਸਾਨਾਂ ਦੀ ਸਹੂਲਤ ਦਾ ਪੂਰਾ ਖਿਆਲ ਰੱਖਣ ਦੀ ਹਦਾਇਤ ਕੀਤੀ। xyxy=(223,1157,408,1279)
s8-body-col3: ਲਈ ਅਸੀਂ ਲਗਾਤਾਰ ਯਤਨਸ਼ੀਲ ਹਾਂ। ਡਾ. ਸੰਜੀਵ ਕੁਮਾਰ ਉੱਪਲ, ਡੀਨ ਪੋਸਟ ਗ੍ਰੈਜੂਏਟ ਸਟੱਡੀਜ਼ ਨੇ ਵੀ ਵਿਦਿਆਰਥੀਆਂ ਅਤੇ ਅਧਿਆਪਕਾਂ ਨੂੰ ਪ੍ਰਸ਼ੰਸਾ ਦਿੱਤੀ ਅਤੇ ਉਨ੍ਹਾਂ ਦੇ ਖੋਜ ਕਾਰਜਾਂ ਦੀ ਸ਼ਲਾਘਾ ਕੀਤੀ। xyxy=(431,1911,793,1962)
s8-headline: ਵੈਟਨਰੀ ਯੂਨੀਵਰਸਿਟੀ ਦੇ ਵਿਗਿਆਨੀਆਂ ਨੂੰ ਮਿਲੀ ਕੌਮੀ ਪੱਧਰ 'ਤੇ ਪਛਾਣ xyxy=(23,1864,660,1893)
s4-body-col5: ਅਤੇ ਉਹ ਉਪਲਬਧ ਸੁਵਿਧਾਵਾਂ ਬਾਰੇ ਮਾਪਿਆਂ ਨੂੰ ਜਾਣੂ ਕਰਵਾਇਆ ਗਿਆ। ਮਾਪਿਆਂ ਨੇ ਆਪਣੀਆਂ ਫੀਡਬੈਕ ਦਿੱਤੀਆਂ ਅਤੇ ਸਕੂਲਾਂ ਵਿੱਚ ਹੋ ਰਹੇ ਬਦਲਾਅ ਤੇ ਖੁਸ਼ੀ ਜ਼ਾਹਰ ਕੀਤੀ। ਜ਼ਿਲ੍ਹਾ ਸਿੱਖਿਆ ਅਫ਼ਸਰ ਨੇ ਵੀ ਸੰਬੋਧਨ ਕੀਤਾ ਅਤੇ ਵਿਦਿਆਰਥੀਆਂ ਦਾ ਹੌਸਲਾ ਵਧਾਇਆ। xyxy=(531,1642,793,1728)
s2-poster xyxy=(1040,302,1270,547)
s6-body-col1: ਪੰਜਾਬ ਦੇ ਸਿਹਤ ਮੰਤਰੀ ਡਾ. ਬਲਬੀਰ ਸਿੰਘ ਨੇ ਕਿਹਾ ਹੈ ਕਿ ਪਟਿਆਲਾ ਦਾ ਮਸ਼ਹੂਰ ਰਾਜਿੰਦਰਾ ਜਿਮਖਾਨਾ ਕਲੱਬ ਸ਼ਹਿਰ ਦੀ ਸ਼ਾਨ ਹੈ। xyxy=(801,1098,986,1167)
s9-body-col1: ਜ਼ਿਲ੍ਹਾ ਸਮਾਜਿਕ ਸੁਰੱਖਿਆ ਅਫ਼ਸਰ ਵੱਲੋਂ ਇੰਟਰਨੈਸ਼ਨਲ ਡੇ ਆਫ ਸਾਈਨ ਲੈਂਗੂਏਜ ਪ੍ਰੋਗਰਾਮ ਕਰਵਾਇਆ ਗਿਆ, ਜਿਸ ਵਿੱਚ ਸੁਣਨ ਅਤੇ ਬੋਲਣ ਤੋਂ ਅਸਮਰੱਥ ਬੱਚਿਆਂ ਨੇ ਸਾਈਨ ਲੈਂਗੂਏਜ ਰਾਹੀਂ ਵੱਖ-ਵੱਖ ਗਤੀਵਿਧੀਆਂ ਪੇਸ਼ ਕੀਤੀਆਂ। xyxy=(801,2298,1001,2373)
s6-highlight: ਸਿਹਤ ਮੰਤਰੀ ਤੇ ਪ੍ਰਨੀਤ ਕੌਰ ਦੀ ਹਾਜ਼ਰੀ ਵਿੱਚ ਜਿਮਖਾਨਾ ਕਲੱਬ ਦੀ ਨਵੀਂ ਟੀਮ ਨੇ ਚੁੱਕੀ ਸਹੁੰ xyxy=(808,1202,974,1256)
s3-headline-box xyxy=(23,708,793,808)
s7-highlight: ਅਧਿਆਪਕਾਂ ਤੋਂ ਸਹਿਯੋਗ ਮੰਗਿਆ/ਤੀਸਰੀ ਮੇਗਾ ਪੀ.ਟੀ.ਐਮ. : ਗੁਰਮੀਤ ਸਿੰਘ ਖੁੱਡੀਆਂ ਨੇ ਵਿਦਿਆਰਥੀਆਂ ਨੂੰ ਪੰਜਾਬ ਵਿੱਚ ਰਹਿ ਕੇ ਆਪਣਾ ਭਵਿੱਖ ਬਣਾਉਣ ਲਈ ਪ੍ਰੇਰਿਤ ਕੀਤਾ; ਅਧਿਆਪਕਾਂ ਤੋਂ ਸਹਿਯੋਗ ਮੰਗਿਆ xyxy=(808,1756,1019,1866)
paper-name: PAIGAM-E-JAGAT xyxy=(71,12,203,29)
s1-photo-operation-theatre xyxy=(354,223,793,454)
s4-photo-ptm-students xyxy=(539,1440,793,1632)
s7-body-col2: ਪਿਤਾ-ਅਧਿਆਪਕ ਮੀਟਿੰਗ (ਪੀ.ਟੀ.ਐਮ.) ਦੌਰਾਨ ਸ. ਗੁਰਮੀਤ ਸਿੰਘ ਖੁੱਡੀਆਂ ਨੇ ਜ਼ਿਲ੍ਹਾ ਸਿੱਖਿਆ ਅਧਿਕਾਰੀ ਸ੍ਰੀਮਤੀ ਗਿੰਨੀ ਦੁੱਗਲ ਦੀ ਮੌਜੂਦਗੀ ਵਿੱਚ ਵਿਦਿਆਰਥੀਆਂ ਅਤੇ ਉਨ੍ਹਾਂ ਦੇ ਮਾਤਾ-ਪਿਤਾ ਨਾਲ ਗੱਲਬਾਤ ਕੀਤੀ। xyxy=(1040,1580,1270,1666)
s8-photo-conference-stage xyxy=(246,2002,477,2187)
s6-body-col5: ਰੱਖਦੇ ਹੋਏ ਕਲੱਬ ਦੇ ਮੈਂਬਰਾਂ ਦੀ ਭਲਾਈ ਲਈ ਕੰਮ ਕਰਨ ਦਾ ਸੱਦਾ ਦਿੱਤਾ। ਇਸ ਮੌਕੇ ਵਿਸ਼ੇਸ਼ ਮਹਿਮਾਨ ਵਜੋਂ ਸਾਬਕਾ ਕੇਂਦਰੀ ਮੰਤਰੀ ਪ੍ਰਨੀਤ ਕੌਰ ਨੇ ਵੀ ਨਵੀਂ ਟੀਮ ਨੂੰ ਵਧਾਈ ਦਿੱਤੀ। xyxy=(1040,1338,1270,1407)
s9-body-col3: ਕੀਤੀਆਂ ਗਈਆਂ। ਇਸ ਪ੍ਰੋਗਰਾਮ ਦੌਰਾਨ ਸ੍ਰੀਮਤੀ ਵਰਿੰਦਰ ਕੌਰ ਅਤੇ ਸਟਾਫ਼ ਵੱਲੋਂ ਸੁਆਗਤ ਕੀਤਾ ਗਿਆ। ਇਸ ਪ੍ਰੋਗਰਾਮ ਵਿੱਚ ਜ਼ਿਲ੍ਹਾ ਪੱਧਰ ਦੇ ਅਧਿਕਾਰੀਆਂ ਨੇ ਵੀ ਭਾਗ ਲਿਆ ਅਤੇ ਬੱਚਿਆਂ ਨੂੰ ਸਨਮਾਨਿਤ ਕੀਤਾ ਗਿਆ। xyxy=(1294,2262,1525,2321)
s7-body-col3: ਗੁਣਵੱਤਾ ਵਾਲੀ ਸਿੱਖਿਆ ਪ੍ਰਦਾਨ ਕਰ ਸਕਣ। ਉਨ੍ਹਾਂ ਨੇ ਪੰਜਾਬ ਵਿੱਚ ਉਪਲਬਧ ਵੱਖ-ਵੱਖ ਮੌਕਿਆਂ ਬਾਰੇ ਵਿਦਿਆਰਥੀਆਂ ਨੂੰ ਜਾਣੂ ਕਰਵਾਇਆ ਅਤੇ ਮਿਹਨਤ ਕਰਨ ਲਈ ਪ੍ਰੇਰਿਤ ਕੀਤਾ। ਉਨ੍ਹਾਂ ਕਿਹਾ ਕਿ ਮੇਗਾ ਪੀ.ਟੀ.ਐਮ. ਮੁੱਖ ਮੰਤਰੀ ਦੀ ਦੂਰਦਰਸ਼ੀ ਸੋਚ ਦਾ ਨਤੀਜਾ ਹੈ। xyxy=(1278,1580,1525,1684)
s8-body-col4: ਡਾ. ਰਾਜੇਸ਼ ਵੀ ਵਾਘ ਨੂੰ ਮੁਰਗੀ ਦੇ ਗੁਣਵੱਤਾ ਉਤਪਾਦਾਂ ਬਾਰੇ ਖੋਜ ਲਈ ਸਰਵੋਤਮ ਪੇਸ਼ਕਾਰੀ ਪੁਰਸਕਾਰ ਪ੍ਰਾਪਤ ਹੋਇਆ। ਡਾ. ਸਰਵਪ੍ਰੀਤ ਸਿੰਘ ਘੁੰਮਣ, ਡਾ. ਸੁਰੇਸ਼ ਕੁਮਾਰ ਅਤੇ ਹੋਰ ਵਿਗਿਆਨੀਆਂ ਨੂੰ ਵੀ ਵੱਖ-ਵੱਖ ਸ਼੍ਰੇਣੀਆਂ ਵਿੱਚ ਐਵਾਰਡ ਪ੍ਰਾਪਤ ਹੋਏ। xyxy=(23,2196,270,2282)
s3-body-col1: ਪੰਜਾਬ ਦੇ ਸਿਹਤ ਤੇ ਪਰਿਵਾਰ ਭਲਾਈ ਅਤੇ ਮੈਡੀਕਲ ਸਿੱਖਿਆ ਤੇ ਖੋਜ ਮੰਤਰੀ ਡਾ. ਬਲਬੀਰ ਸਿੰਘ ਨੇ ਕੇਂਦਰੀ ਰਾਜ ਮੰਤਰੀ ਰਵਨੀਤ ਸਿੰਘ ਬਿੱਟੂ ਨੂੰ ਆੜੇ ਹੱਥੀਂ ਲੈਂਦਿਆਂ ਕਿਹਾ ਹੈ ਕਿ ਬਿੱਟੂ ਨੇ ਪ੍ਰਧਾਨ ਮੰਤਰੀ ਨਰਿੰਦਰ ਮੋਦੀ ਅੱਗੇ ਗੋਡੇ ਟੇਕ ਕੇ ਪੰਜਾਬ ਅਤੇ ਸੂਬੇ ਦੇ ਕਿਸਾਨਾਂ ਦੇ ਹਿਤਾਂ ਨੂੰ ਵਿਸਾਰ ਦਿੱਤਾ ਹੈ। ਸਿਹਤ ਮੰਤਰੀ ਨੇ ਅੱਜ ਸਨੌਰ ਦੀ ਅਨਾਜ ਮੰਡੀ ਦਾ ਦੌਰਾ ਕਰਕੇ ਕਿਸਾਨਾਂ ਨਾਲ ਗੱਲਬਾਤ ਕੀਤੀ। xyxy=(23,875,216,1050)
s7-body-col6: ਅਧਿਆਪਕਾਂ ਵਾਲੀ ਪੰਜਾਬ ਸਰਕਾਰ ਦੀ ਇਕ ਵਿਸ਼ੇਸ਼ ਪਹਿਲ ਹੈ ਜਿਸ ਦਾ ਉਦੇਸ਼ ਸਿੱਖਿਆ ਦੇ ਮਿਆਰ ਨੂੰ ਹੋਰ ਉੱਚਾ ਚੁੱਕਣਾ ਹੈ। ਉਨ੍ਹਾਂ ਨੇ ਵਿਦਿਆਰਥੀਆਂ ਨੂੰ ਜ਼ਿੰਦਗੀ ਵਿੱਚ ਉੱਚੇ ਟੀਚੇ ਮਿੱਥਣ ਲਈ ਪ੍ਰੇਰਿਤ ਕੀਤਾ। ਇਸ ਮੌਕੇ ਪ੍ਰਿੰਸੀਪਲ ਸ੍ਰੀਮਤੀ ਰਸ਼ਮਿੰਦਰ ਕੌਰ ਅਤੇ ਸਕੂਲ ਸਟਾਫ਼ ਹਾਜ਼ਰ ਸੀ। xyxy=(1278,1942,1525,2046)
header-rule xyxy=(15,68,1525,70)
s6-body-col4: ਜਿਮਖਾਨਾ ਕਲੱਬ ਦਾ ਮਾਣਮੱਤਾ ਇਤਿਹਾਸ ਹੈ, ਇਸ ਕਲੱਬ ਨੇ ਪਿਛਲੇ ਕਈ ਦਹਾਕਿਆਂ ਤੋਂ ਸ਼ਹਿਰ ਦੀਆਂ ਸਮਾਜਿਕ ਗਤੀਵਿਧੀਆਂ ਵਿੱਚ ਅਹਿਮ ਯੋਗਦਾਨ ਪਾਇਆ ਹੈ। ਨਵੀਂ ਟੀਮ ਇਸ ਕਲੱਬ ਨੂੰ ਹੋਰ ਬੁਲੰਦੀਆਂ 'ਤੇ ਲੈ ਕੇ ਜਾਵੇਗੀ। xyxy=(801,1326,1032,1412)
s7-highlight-box xyxy=(801,1748,1032,1940)
s9-photo-sign-language-event xyxy=(1009,2261,1286,2345)
s7-headline: ਤੀਸਰੀ ਮੇਗਾ ਪੀ.ਟੀ.ਐਮ. : ਗੁਰਮੀਤ ਸਿੰਘ ਖੁੱਡੀਆਂ ਨੇ ਵਿਦਿਆਰਥੀਆਂ ਨੂੰ ਪੰਜਾਬ ਵਿੱਚ ਰਹਿ ਕੇ ਆਪਣਾ ਭਵਿੱਖ ਬਣਾਉਣ ਲਈ ਪ੍ਰੇਰਿਤ ਕੀਤਾ xyxy=(801,1495,1518,1551)
s1-body-col2: ਤੋਂ ਵੱਡੇ ਕਾਰਪੋਰੇਟ ਹਸਪਤਾਲਾਂ ਵਿੱਚ ਵੀ ਨਹੀਂ ਹਨ, ਜਿਸ ਲਈ ਇਹ ਮੌਡੂਲਰ ਆਪਰੇਸ਼ਨ ਥੀਏਟਰ ਮਰੀਜ਼ਾਂ ਲਈ ਵਰਦਾਨ ਸਾਬਤ ਹੋਣਗੇ, ਕਿਉਂਕਿ ਇੱਥੇ ਸ਼ੁੱਧ ਵਾਤਾਵਰਣ ਵਿੱਚ ਮਰੀਜ਼ਾਂ ਦੇ ਆਪਰੇਸ਼ਨ ਹੋਣ ਨਾਲ ਸਫ਼ਲਤਾ ਦਰ ਵਧੇਗੀ ਤੇ ਮਰੀਜ਼ ਜਲਦੀ ਸਿਹਤਯਾਬ ਹੋਣਗੇ। ਮੈਡੀਕਲ ਸਿੱਖਿਆ ਤੇ ਖੋਜ ਮੰਤਰੀ ਨੇ ਦੱਸਿਆ ਕਿ ਇਨ੍ਹਾਂ ਆਪਰੇਸ਼ਨ ਥੀਏਟਰਾਂ ਵਿੱਚ ਲੈਮੀਨਾਰ ਫਲੋ ਸਿਸਟਮ ਤੇ ਹੈਪਾ ਫਿਲਟਰ ਲਗਾਏ ਗਏ ਹਨ। xyxy=(354,464,570,621)
s5-body-col3: ਦੀਆਂ ਪੁਰਾਤਨ ਸ਼ੈਲੀਆਂ ਦੇ ਸੰਬੰਧ ਵਿੱਚ ਬੋਲਦਿਆਂ ਕਿਹਾ ਕਿ ਖ਼ੁਸ਼ੀ ਦੀ ਗੱਲ ਹੈ ਕਿ ਬਹੁਤ ਸਮਾਂ ਪਹਿਲਾਂ ਜਿਨ੍ਹਾਂ ਸ਼ੈਲੀਆਂ ਬਾਰੇ ਅਲੋਪ ਹੋ ਜਾਣ ਦੇ ਖ਼ਦਸ਼ੇ ਸਨ, ਉਹ ਸ਼ੈਲੀਆਂ ਮੁੜ ਸੁਰਜੀਤ ਹੋ ਚੁੱਕੀਆਂ ਹਨ। ਉਨ੍ਹਾਂ ਕਿਹਾ ਕਿ ਪੁਰਾਤਨ ਸਾਜ਼ਾਂ ਰਾਹੀਂ ਕੀਰਤਨ ਦੀ ਪਰੰਪਰਾ ਨੂੰ ਅਗਲੀ ਪੀੜ੍ਹੀ ਤੱਕ ਪਹੁੰਚਾਉਣਾ ਜ਼ਰੂਰੀ ਹੈ। ਯੂ. ਐਸ. ਏ. ਤੋਂ ਪਹੁੰਚੇ ਵਿਦਵਾਨਾਂ ਨੇ ਵੀ ਵਿਚਾਰ ਸਾਂਝੇ ਕੀਤੇ। xyxy=(1263,602,1525,725)
s9-dateline: ਸਾਹਿਬਜ਼ਾਦਾ ਅਜੀਤ ਸਿੰਘ ਨਗਰ 22 ਅਕਤੂਬਰ (ਪੈਗਾਮ-ਏ-ਜਗਤ) xyxy=(801,2261,986,2288)
s8-photo-award-ceremony xyxy=(485,2002,793,2187)
